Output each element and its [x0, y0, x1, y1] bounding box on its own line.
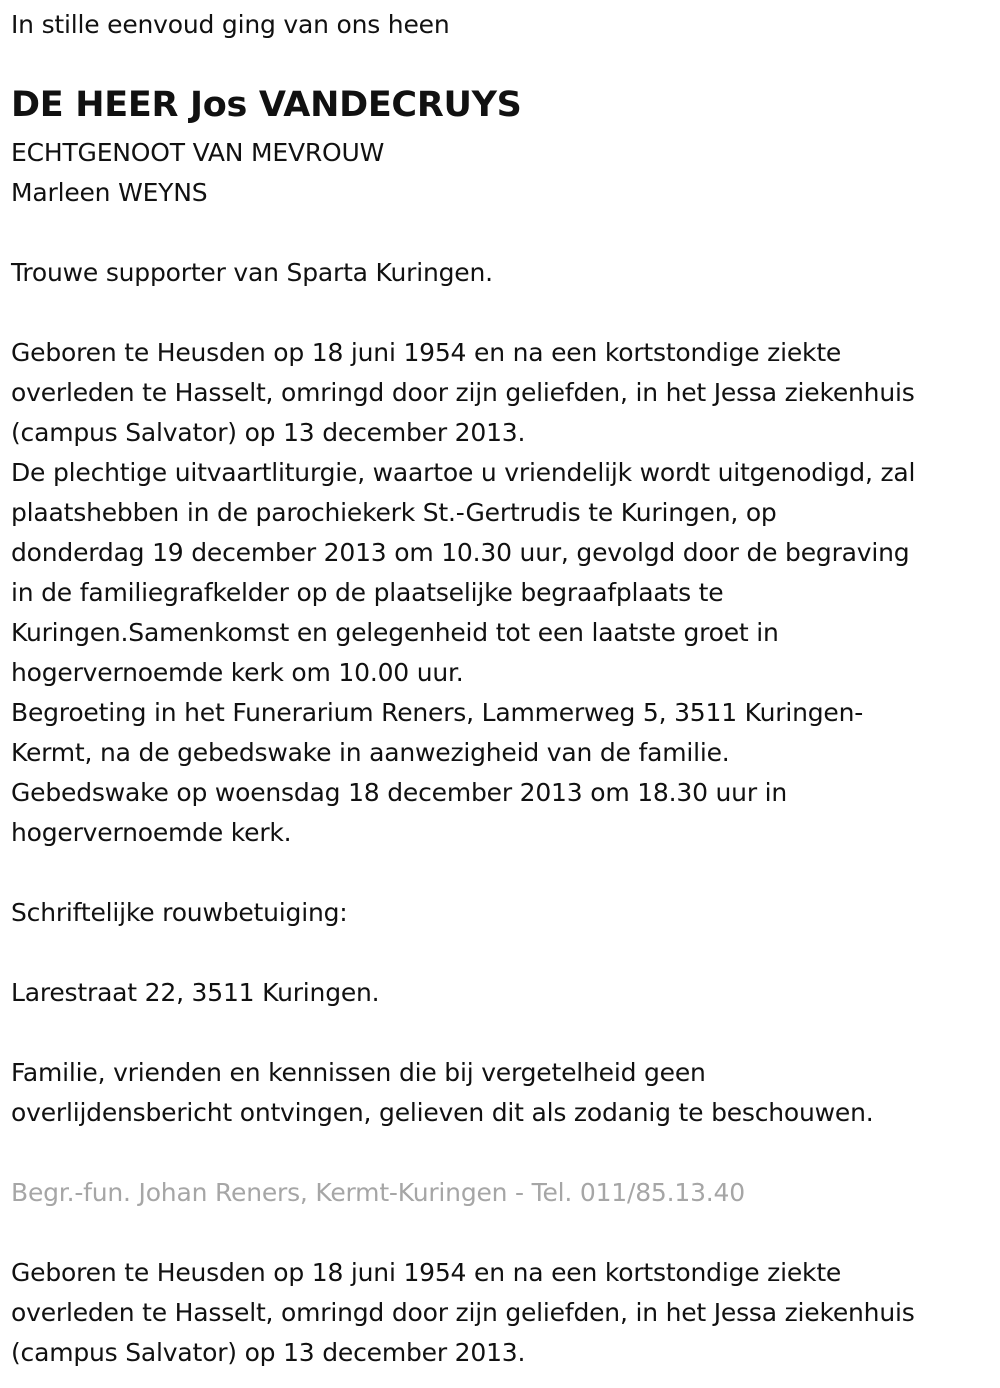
funeral-home-credit: Begr.-fun. Johan Reners, Kermt-Kuringen - Tel. 011/85.13.40: [11, 1178, 745, 1207]
body-line: Begroeting in het Funerarium Reners, Lammerweg 5, 3511 Kuringen-: [11, 698, 864, 727]
body-line: De plechtige uitvaartliturgie, waartoe u vriendelijk wordt uitgenodigd, zal: [11, 458, 916, 487]
body-line: hogervernoemde kerk.: [11, 818, 292, 847]
intro-line: In stille eenvoud ging van ons heen: [11, 10, 450, 39]
body-line: donderdag 19 december 2013 om 10.30 uur, gevolgd door de begraving: [11, 538, 910, 567]
repeat-line: overleden te Hasselt, omringd door zijn geliefden, in het Jessa ziekenhuis: [11, 1298, 915, 1327]
condolence-address: Larestraat 22, 3511 Kuringen.: [11, 978, 380, 1007]
body-line: hogervernoemde kerk om 10.00 uur.: [11, 658, 464, 687]
supporter-line: Trouwe supporter van Sparta Kuringen.: [11, 258, 493, 287]
repeat-line: Geboren te Heusden op 18 juni 1954 en na een kortstondige ziekte: [11, 1258, 842, 1287]
notice-line: overlijdensbericht ontvingen, gelieven dit als zodanig te beschouwen.: [11, 1098, 874, 1127]
notice-line: Familie, vrienden en kennissen die bij vergetelheid geen: [11, 1058, 706, 1087]
body-line: Kermt, na de gebedswake in aanwezigheid van de familie.: [11, 738, 730, 767]
body-line: overleden te Hasselt, omringd door zijn geliefden, in het Jessa ziekenhuis: [11, 378, 915, 407]
spouse-line-1: ECHTGENOOT VAN MEVROUW: [11, 138, 385, 167]
body-line: Gebedswake op woensdag 18 december 2013 om 18.30 uur in: [11, 778, 788, 807]
spouse-line-2: Marleen WEYNS: [11, 178, 208, 207]
body-line: in de familiegrafkelder op de plaatselijke begraafplaats te: [11, 578, 724, 607]
deceased-name: DE HEER Jos VANDECRUYS: [11, 85, 522, 125]
repeat-line: (campus Salvator) op 13 december 2013.: [11, 1338, 526, 1367]
body-line: Geboren te Heusden op 18 juni 1954 en na een kortstondige ziekte: [11, 338, 842, 367]
body-line: (campus Salvator) op 13 december 2013.: [11, 418, 526, 447]
body-line: plaatshebben in de parochiekerk St.-Gertrudis te Kuringen, op: [11, 498, 777, 527]
body-line: Kuringen.Samenkomst en gelegenheid tot een laatste groet in: [11, 618, 779, 647]
condolence-label: Schriftelijke rouwbetuiging:: [11, 898, 348, 927]
